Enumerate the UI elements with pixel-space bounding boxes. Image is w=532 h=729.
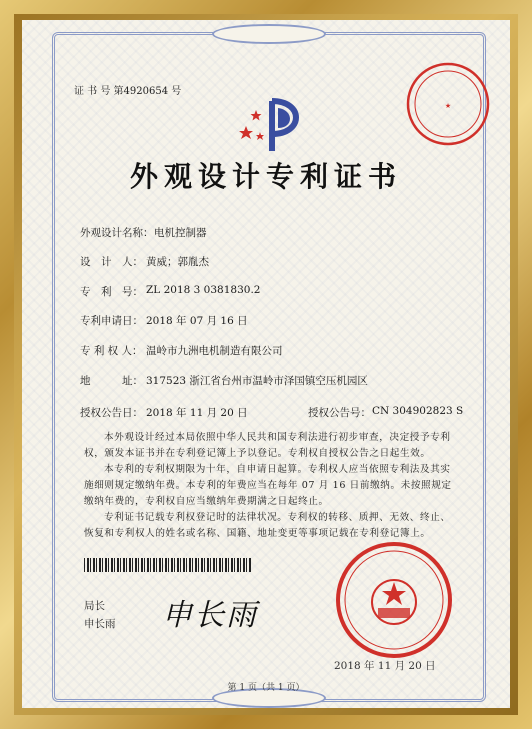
field-value-patentee: 温岭市九洲电机制造有限公司: [146, 345, 283, 357]
official-seal-icon: [334, 540, 454, 660]
cnipa-logo-icon: [234, 96, 312, 156]
field-value-patent-no: ZL 2018 3 0381830.2: [146, 284, 261, 296]
grant-no-label: 授权公告号：: [308, 407, 371, 419]
grant-no-value: CN 304902823 S: [372, 405, 464, 417]
certificate-number: 证 书 号 第4920654 号: [74, 86, 182, 97]
field-label-filing-date: 专利申请日：: [80, 315, 143, 327]
svg-text:★: ★: [444, 102, 452, 110]
field-value-address: 317523 浙江省台州市温岭市泽国镇空压机园区: [146, 375, 368, 387]
barcode: [84, 558, 252, 572]
body-paragraph-2: 本专利的专利权期限为十年，自申请日起算。专利权人应当依照专利法及其实施细则规定缴纳年费。本专利的年费应当在每年 07 月 16 日前缴纳。未按照规定缴纳年费的，专利权自应当缴纳年费期满之日起终止。: [84, 464, 452, 507]
field-value-design-name: 电机控制器: [154, 227, 207, 239]
director-name: 申长雨: [84, 618, 116, 630]
field-value-filing-date: 2018 年 07 月 16 日: [146, 315, 248, 327]
certificate-title: 外观设计专利证书: [129, 160, 402, 193]
field-label-designer: 设 计 人：: [80, 256, 143, 268]
field-label-address: 地 址：: [80, 375, 143, 387]
certificate-paper: [22, 20, 510, 708]
agency-stamp-icon: [404, 60, 492, 148]
seal-date: 2018 年 11 月 20 日: [334, 660, 436, 672]
page-footer: 第 1 页（共 1 页）: [227, 683, 305, 693]
field-label-patentee: 专 利 权 人：: [80, 345, 143, 357]
field-value-designer: 黄威；郭胤杰: [146, 256, 209, 268]
grant-date-label: 授权公告日：: [80, 407, 143, 419]
field-label-design-name: 外观设计名称：: [80, 227, 154, 239]
body-paragraph-1: 本外观设计经过本局依照中华人民共和国专利法进行初步审查，决定授予专利权，颁发本证书并在专利登记簿上予以登记。专利权自授权公告之日起生效。: [84, 432, 451, 459]
body-paragraph-3: 专利证书记载专利权登记时的法律状况。专利权的转移、质押、无效、终止、恢复和专利权人的姓名或名称、国籍、地址变更等事项记载在专利登记簿上。: [84, 512, 451, 539]
field-label-patent-no: 专 利 号：: [80, 286, 143, 298]
director-signature: 申长雨: [162, 598, 258, 633]
director-title: 局长: [84, 600, 105, 612]
top-ornament: [212, 24, 326, 44]
grant-date-value: 2018 年 11 月 20 日: [146, 407, 248, 419]
